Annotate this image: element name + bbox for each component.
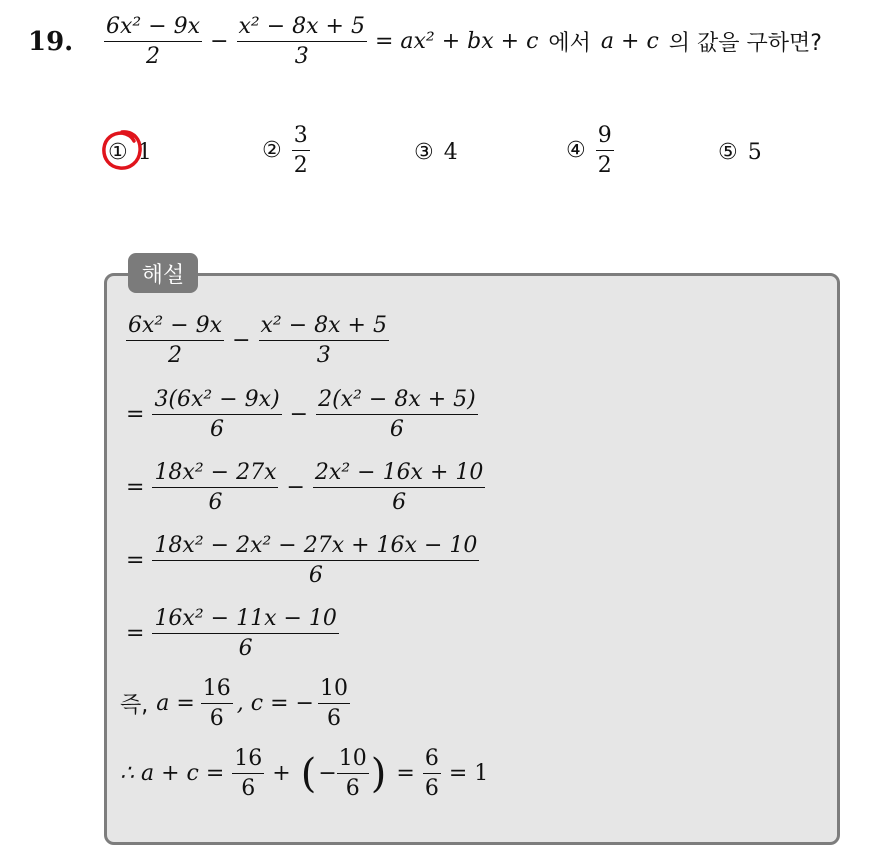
choice-4[interactable] bbox=[566, 123, 614, 178]
choice-value: 1 bbox=[137, 140, 152, 165]
question-text-1: 에서 bbox=[548, 31, 591, 56]
question-fraction-1: $\frac{\text{6x² − 9x}}{2}$ bbox=[106, 14, 201, 69]
question-ask-expr: a + c bbox=[600, 29, 659, 54]
choice-2[interactable] bbox=[262, 123, 310, 178]
solution-line-3: = $\frac{\text{18x² − 27x}}{6}$ − $\frac{\text{2x² − 16x + 10}}{6}$ bbox=[126, 460, 484, 515]
question-rhs: = ax² + bx + c bbox=[374, 29, 539, 54]
solution-final: ∴ a + c = $\frac{16}{6}$ + ( − $\frac{10}{6}$ ) = $\frac{6}{6}$ = 1 bbox=[120, 746, 489, 801]
choice-value: 4 bbox=[443, 140, 458, 165]
question-fraction-2: $\frac{\text{x² − 8x + 5}}{3}$ bbox=[238, 14, 365, 69]
choice-marker: ③ bbox=[414, 140, 434, 165]
choice-fraction: $\frac{3}{2}$ bbox=[293, 123, 308, 178]
solution-coefficients: 즉, a = $\frac{16}{6}$ , c = − $\frac{10}{6}$ bbox=[120, 676, 348, 731]
choice-marker: ⑤ bbox=[718, 140, 738, 165]
solution-label: 해설 bbox=[128, 253, 198, 293]
choice-marker: ④ bbox=[566, 138, 586, 163]
selected-answer-circle-icon bbox=[101, 129, 143, 171]
choice-marker: ① bbox=[108, 140, 128, 165]
solution-line-5: = $\frac{\text{16x² − 11x − 10}}{6}$ bbox=[126, 606, 337, 661]
question-equation: $\frac{\text{6x² − 9x}}{2}$ − $\frac{\text{x² − 8x + 5}}{3}$ = ax² + bx + c 에서 a + c 의 값을 구하면? bbox=[106, 14, 822, 69]
solution-line-1: $\frac{\text{6x² − 9x}}{2}$ − $\frac{\text{x² − 8x + 5}}{3}$ bbox=[128, 313, 387, 368]
solution-line-4: = $\frac{\text{18x² − 2x² − 27x + 16x − 10}}{6}$ bbox=[126, 533, 478, 588]
question-text-2: 의 값을 구하면? bbox=[668, 31, 822, 56]
choice-marker: ② bbox=[262, 138, 282, 163]
solution-line-2: = $\frac{\text{3(6x² − 9x)}}{6}$ − $\frac{\text{2(x² − 8x + 5)}}{6}$ bbox=[126, 387, 476, 442]
choice-fraction: $\frac{9}{2}$ bbox=[597, 123, 612, 178]
choice-value: 5 bbox=[747, 140, 762, 165]
choice-5[interactable] bbox=[718, 140, 762, 165]
question-number: 19. bbox=[28, 27, 74, 57]
choice-3[interactable] bbox=[414, 140, 458, 165]
